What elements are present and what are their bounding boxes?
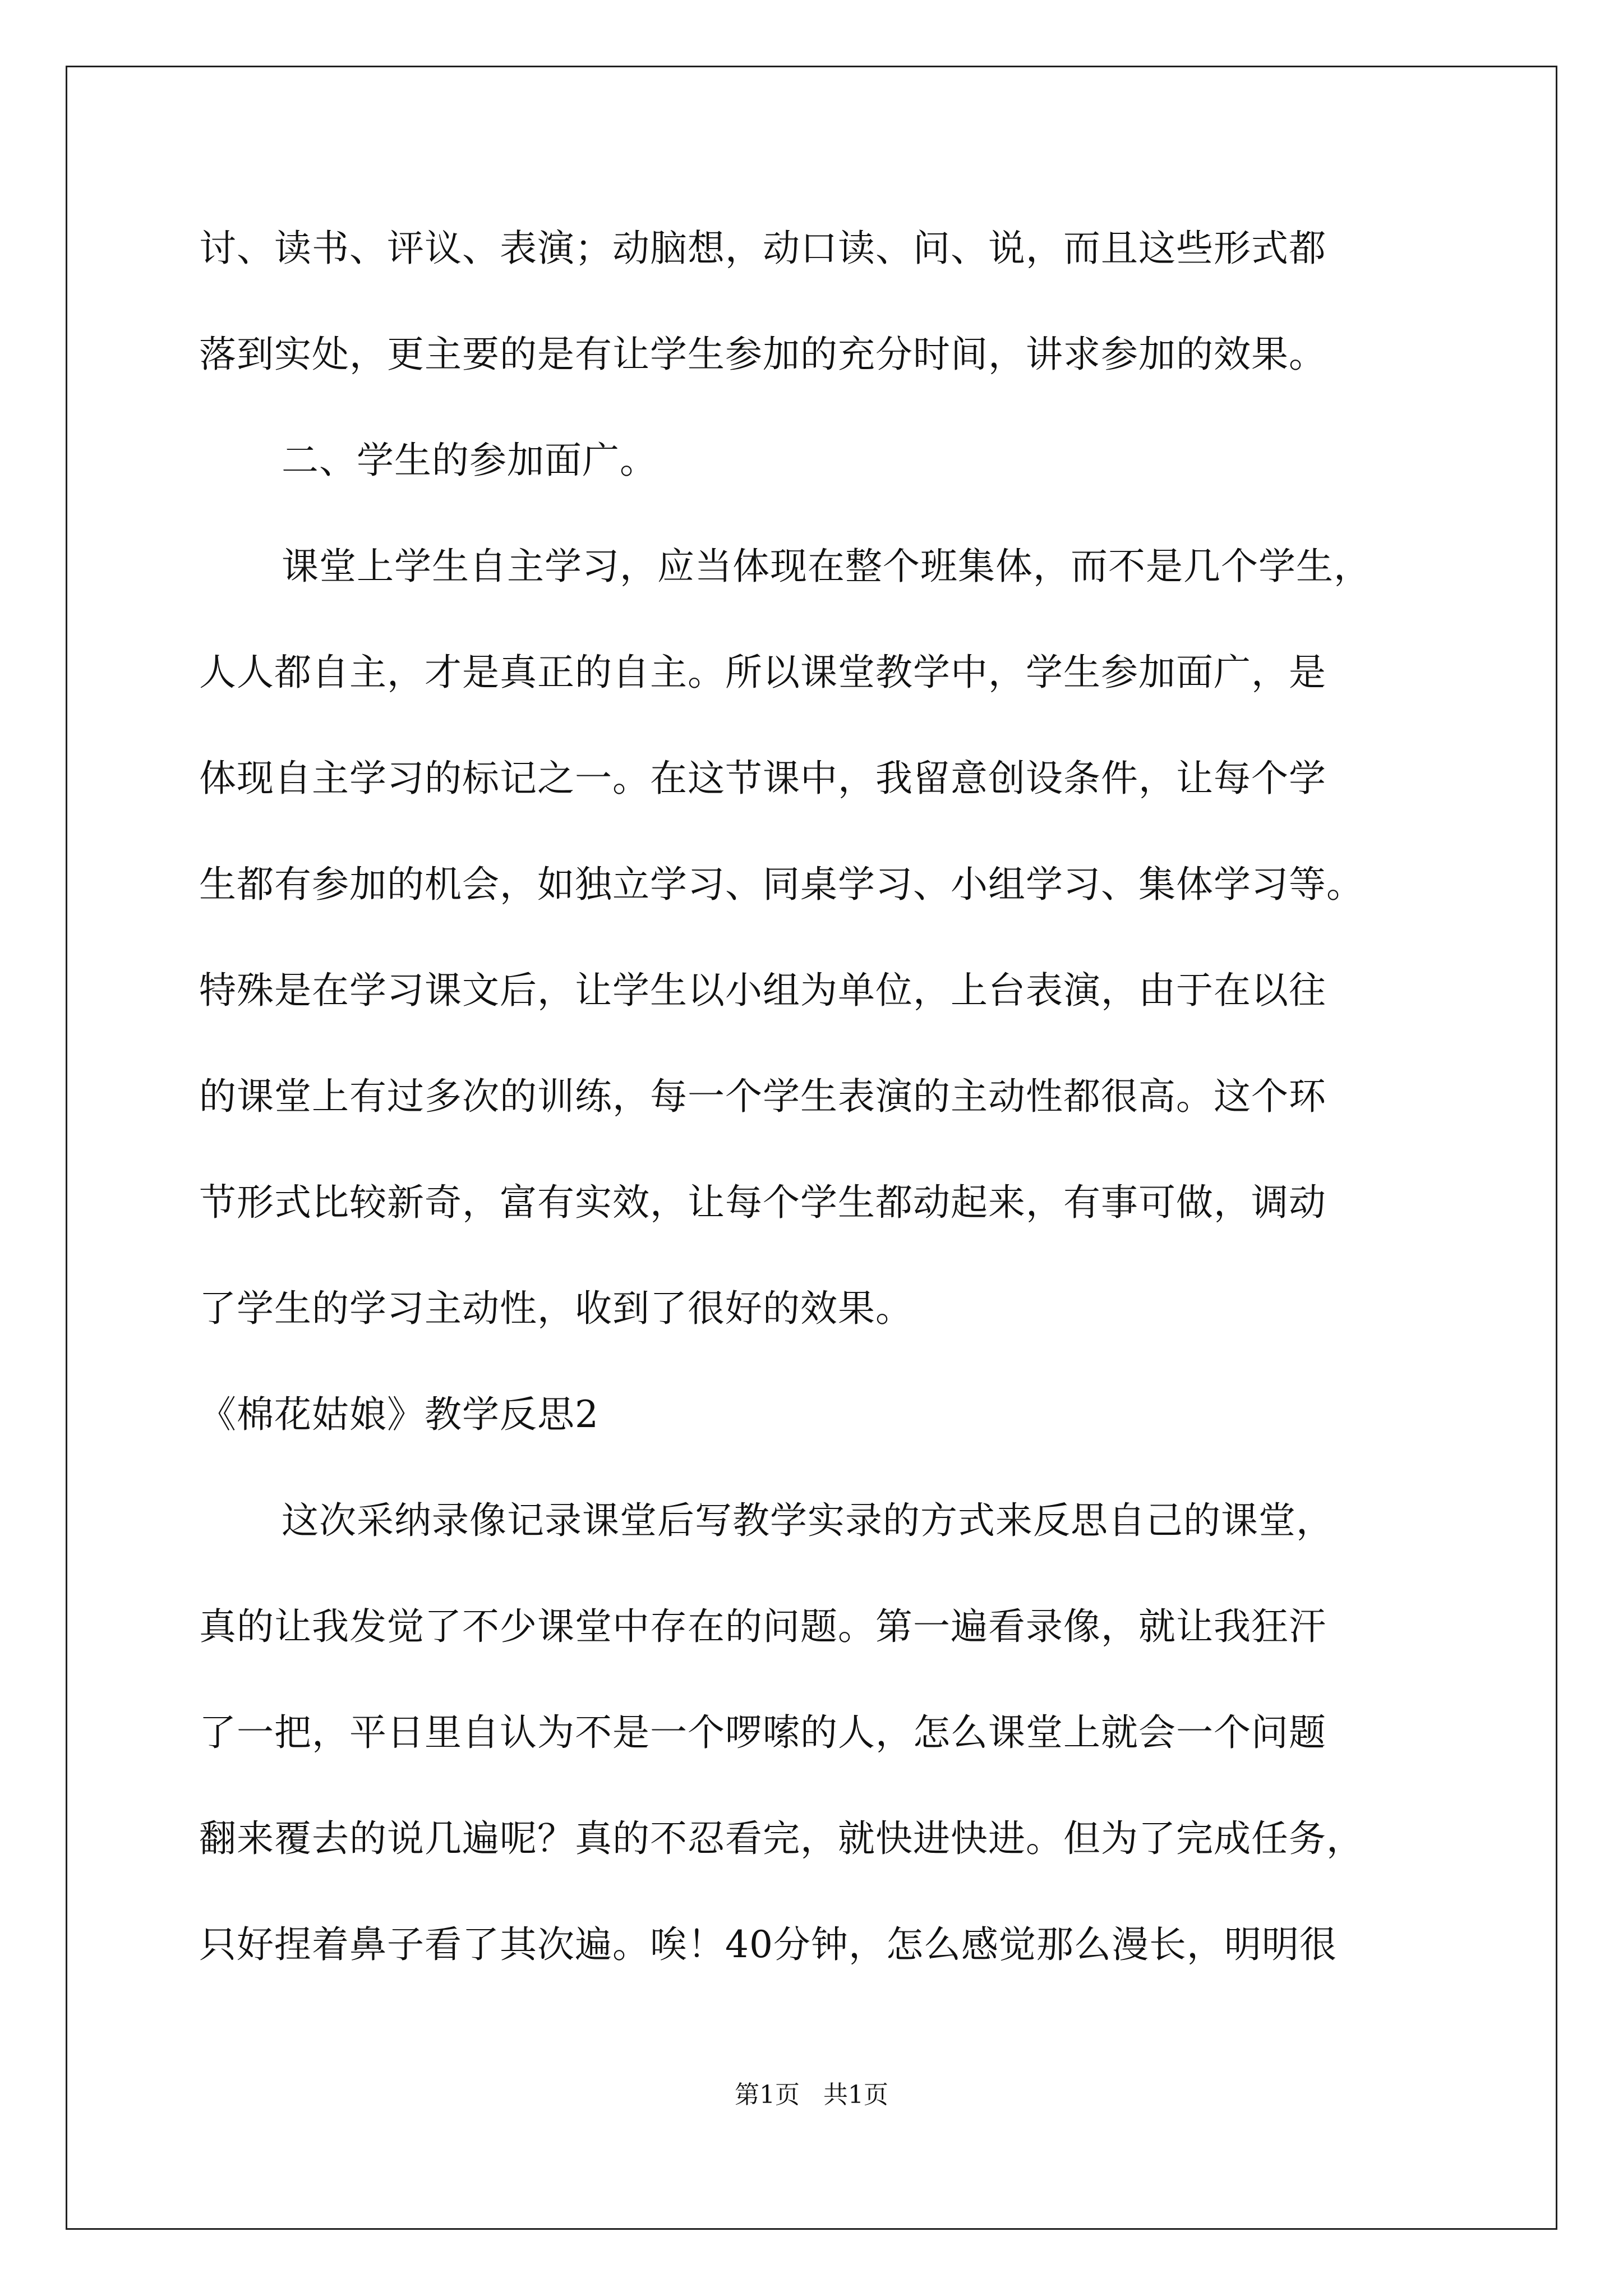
section-heading: 二、学生的参加面广。 (282, 439, 657, 482)
text-line: 真的让我发觉了不少课堂中存在的问题。第一遍看录像，就让我狂汗 (199, 1605, 1326, 1648)
document-body (199, 216, 1427, 2018)
text-line: 节形式比较新奇，富有实效，让每个学生都动起来，有事可做，调动 (199, 1181, 1326, 1224)
text-line: 只好捏着鼻子看了其次遍。唉！40分钟，怎么感觉那么漫长，明明很 (199, 1923, 1337, 1966)
text-line: 人人都自主，才是真正的自主。所以课堂教学中，学生参加面广，是 (199, 651, 1326, 694)
text-line: 这次采纳录像记录课堂后写教学实录的方式来反思自己的课堂， (282, 1499, 1334, 1542)
article-title: 《棉花姑娘》教学反思2 (199, 1393, 599, 1436)
text-line: 生都有参加的机会，如独立学习、同桌学习、小组学习、集体学习等。 (199, 863, 1364, 906)
text-line: 特殊是在学习课文后，让学生以小组为单位，上台表演，由于在以往 (199, 969, 1326, 1012)
text-line: 课堂上学生自主学习，应当体现在整个班集体，而不是几个学生， (282, 545, 1371, 588)
text-line: 体现自主学习的标记之一。在这节课中，我留意创设条件，让每个学 (199, 757, 1326, 800)
text-line: 讨、读书、评议、表演；动脑想，动口读、问、说，而且这些形式都 (199, 227, 1326, 270)
text-line: 了学生的学习主动性，收到了很好的效果。 (199, 1287, 913, 1330)
text-line: 翻来覆去的说几遍呢？真的不忍看完，就快进快进。但为了完成任务， (199, 1817, 1364, 1860)
page-footer: 第1页 共1页 (735, 2081, 888, 2109)
text-line: 落到实处，更主要的是有让学生参加的充分时间，讲求参加的效果。 (199, 333, 1326, 376)
text-line: 的课堂上有过多次的训练，每一个学生表演的主动性都很高。这个环 (199, 1075, 1326, 1118)
text-line: 了一把，平日里自认为不是一个啰嗦的人，怎么课堂上就会一个问题 (199, 1711, 1326, 1754)
